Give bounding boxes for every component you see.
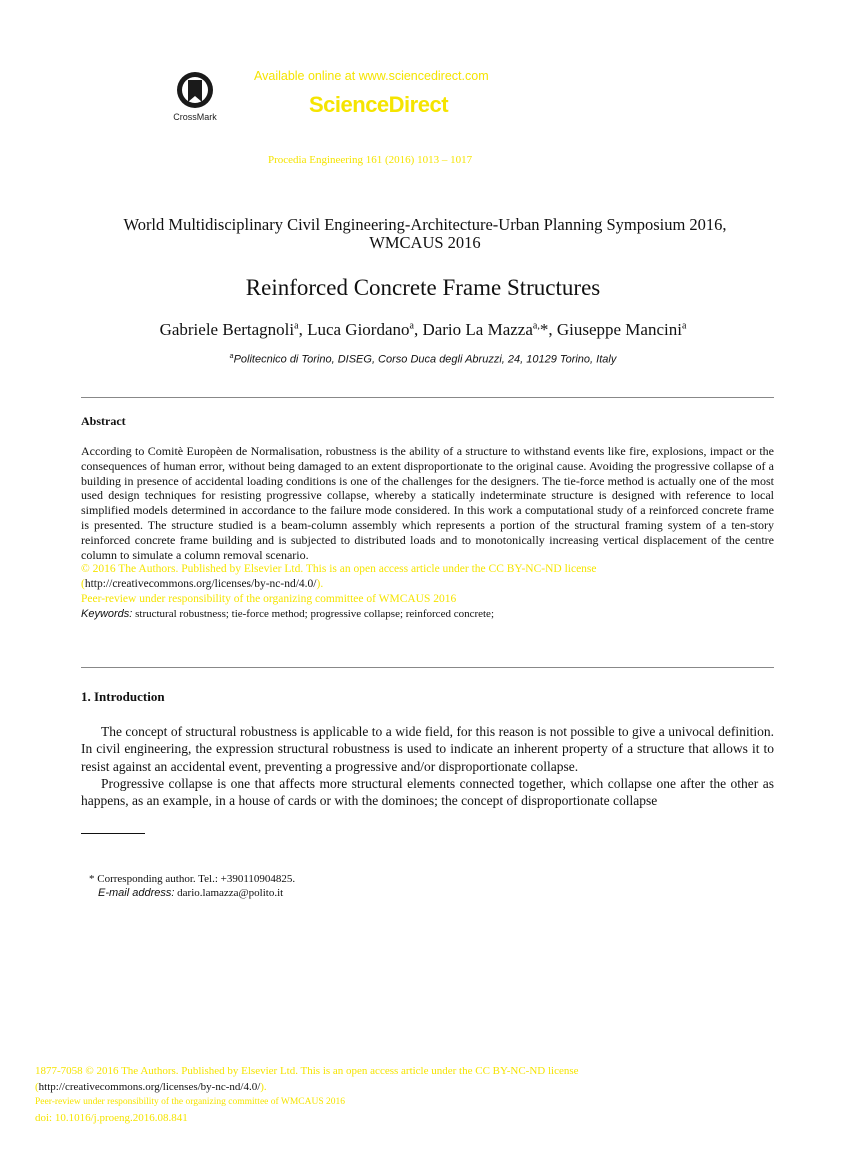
keywords [81,607,774,622]
abstract-text: According to Comitè Europèen de Normalisation, robustness is the ability of a structure to withstand events like fire, explosions, impact or the consequences of human error, without being damaged to an extent disproportionate to the original cause. Avoiding the progressive collapse of a building in presence of accidental loading conditions is one of the challenges for the designers. The tie-force method is actually one of the most used design techniques for resisting progressive collapse, whereby a statically indeterminate structure is designed with reference to local simplified models determined in accordance to the failure mode considered. In this work a computational study of a reinforced concrete frame is presented. The structure studied is a beam-column assembly which represents a portion of the structural framing system of a ten-story reinforced concrete frame building and is subjected to distributed loads and to monotonically increasing vertical displacement of the centre column to simulate a column removal scenario. [81,444,774,562]
license-link[interactable]: http://creativecommons.org/licenses/by-nc-nd/4.0/ [84,578,317,591]
author-name[interactable]: Dario La Mazza [422,320,533,339]
license-paren-close: ). [316,578,324,591]
author-affiliation-mark: a [681,320,687,332]
corresponding-author: * Corresponding author. Tel.: +390110904825. [89,873,296,885]
crossmark-label: CrossMark [173,112,217,122]
footer-license-link[interactable]: http://creativecommons.org/licenses/by-nc-nd/4.0/ [38,1080,261,1093]
footer-peer-review: Peer-review under responsibility of the organizing committee of WMCAUS 2016 [35,1097,345,1107]
available-online-link[interactable]: Available online at www.sciencedirect.com [254,69,489,83]
abstract-license: © 2016 The Authors. Published by Elsevier Ltd. This is an open access article under the CC BY-NC-ND license [81,563,597,576]
introduction-body [81,723,774,809]
abstract-peer-review: Peer-review under responsibility of the organizing committee of WMCAUS 2016 [81,593,457,606]
author-name[interactable]: Luca Giordano [307,320,410,339]
affiliation-text: Politecnico di Torino, DISEG, Corso Duca degli Abruzzi, 24, 10129 Torino, Italy [233,353,617,366]
email-address[interactable]: dario.lamazza@polito.it [174,887,284,899]
footnote [89,872,295,900]
email-line [89,886,295,900]
keywords-list: structural robustness; tie-force method; progressive collapse; reinforced concrete; [132,608,495,621]
footer-paren-open: ( [35,1080,39,1093]
affiliation-mark: a [229,353,234,360]
author-name[interactable]: Giuseppe Mancini [556,320,682,339]
crossmark-badge[interactable] [168,70,222,122]
abstract-top-rule [81,397,774,398]
footer-license-line [35,1080,795,1096]
author-name[interactable]: Gabriele Bertagnoli [159,320,295,339]
section-heading-introduction: 1. Introduction [81,689,165,704]
author-affiliation-mark: a, [532,320,540,332]
author-separator: , [413,320,423,339]
abstract-license-link-line [81,577,774,592]
footer-doi[interactable]: doi: 10.1016/j.proeng.2016.08.841 [35,1111,188,1124]
affiliation [0,353,846,366]
author-affiliation-mark: a [409,320,414,332]
abstract-section [81,444,774,622]
paragraph: The concept of structural robustness is applicable to a wide field, for this reason is not possible to give a univocal definition. In civil engineering, the expression structural robustness is used to indicate an inherent property of a structure that allows it to resist against an accidental event, preventing a progressive and/or disproportionate collapse. [81,724,774,774]
abstract-bottom-rule [81,667,774,668]
license-paren-open: ( [81,578,85,591]
author-list [0,320,846,340]
author-separator: , [298,320,308,339]
journal-reference: Procedia Engineering 161 (2016) 1013 – 1017 [268,154,473,166]
conference-line-2: WMCAUS 2016 [369,233,481,252]
footnote-separator [81,833,145,834]
abstract-heading: Abstract [81,414,126,428]
email-label: E-mail address: [98,887,175,899]
crossmark-icon [175,70,215,110]
paper-title: Reinforced Concrete Frame Structures [245,275,601,300]
author-affiliation-mark: a [294,320,299,332]
paragraph: Progressive collapse is one that affects more structural elements connected together, which collapse one after the other as happens, as an example, in a house of cards or with the dominoes; the concept of disproportionate collapse [81,775,774,809]
page-footer [35,1064,795,1126]
sciencedirect-logo[interactable]: ScienceDirect [309,92,449,117]
author-separator: *, [539,320,557,339]
conference-name [95,216,755,252]
keywords-label: Keywords: [81,608,133,621]
conference-line-1: World Multidisciplinary Civil Engineering-Architecture-Urban Planning Symposium 2016, [123,215,727,234]
footer-paren-close: ). [260,1080,267,1093]
footer-issn-line: 1877-7058 © 2016 The Authors. Published by Elsevier Ltd. This is an open access article under the CC BY-NC-ND license [35,1065,579,1077]
